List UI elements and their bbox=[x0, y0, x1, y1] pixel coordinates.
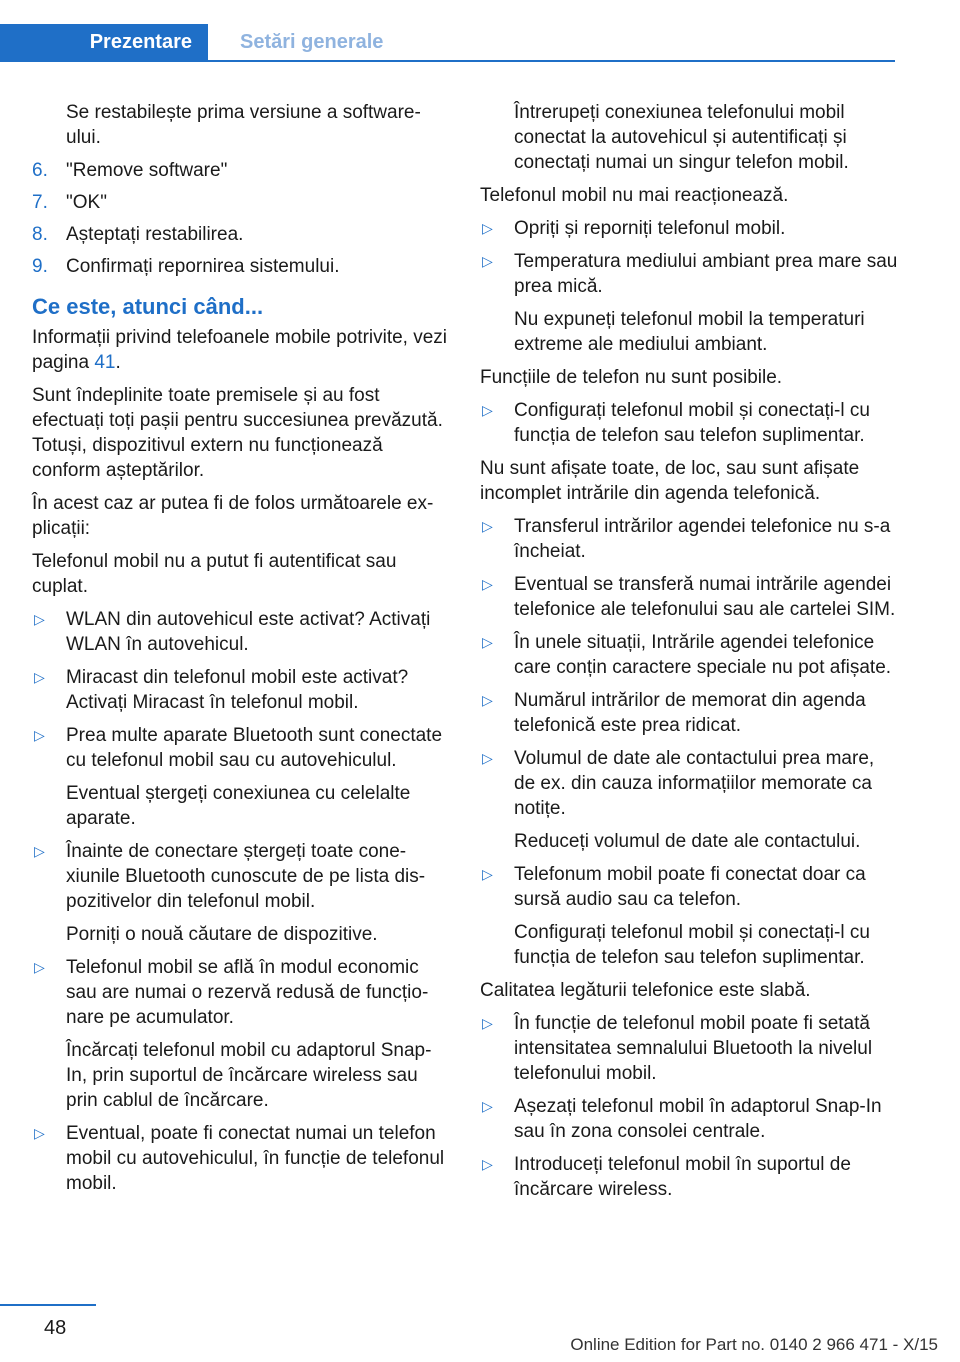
bullet-text: Prea multe aparate Bluetooth sunt conectate cu telefonul mobil sau cu autovehiculul. bbox=[66, 725, 443, 771]
page-number: 48 bbox=[44, 1317, 67, 1339]
bullet-text: Temperatura mediului ambiant prea mare sau prea mică. bbox=[514, 251, 898, 297]
bullets-phonebook bbox=[480, 514, 900, 970]
header-tabbar bbox=[0, 24, 895, 62]
bullet-item bbox=[32, 665, 452, 715]
triangle-bullet-icon: ▷ bbox=[34, 843, 45, 859]
triangle-bullet-icon: ▷ bbox=[482, 866, 493, 882]
triangle-bullet-icon: ▷ bbox=[482, 402, 493, 418]
bullet-item bbox=[480, 746, 900, 821]
restore-note: Se restabilește prima versiune a software-ului. bbox=[66, 102, 421, 148]
bullet-text: Așezați telefonul mobil în adaptorul Snap-In sau în zona consolei centrale. bbox=[514, 1096, 882, 1142]
triangle-bullet-icon: ▷ bbox=[34, 1125, 45, 1141]
bullet-item bbox=[32, 723, 452, 773]
header-rule bbox=[0, 60, 895, 62]
bullet-text: Opriți și reporniți telefonul mobil. bbox=[514, 218, 786, 239]
paragraph-auth-failed: Telefonul mobil nu a putut fi autentificat sau cuplat. bbox=[32, 551, 397, 597]
bullet-note: Eventual ștergeți conexiunea cu celelalte aparate. bbox=[66, 783, 411, 829]
step-text: Confirmați repornirea sistemului. bbox=[66, 256, 340, 277]
bullet-text: Volumul de date ale contactului prea mare, de ex. din cauza informațiilor memorate ca notițe. bbox=[514, 748, 875, 819]
bullet-item bbox=[480, 572, 900, 622]
step-number: 7. bbox=[32, 192, 48, 213]
bullet-item bbox=[480, 1152, 900, 1202]
step-number: 9. bbox=[32, 256, 48, 277]
paragraph-phonebook: Nu sunt afișate toate, de loc, sau sunt afișate incomplet intrările din agenda telefonică. bbox=[480, 458, 860, 504]
bullet-note: Porniți o nouă căutare de dispozitive. bbox=[66, 924, 378, 945]
triangle-bullet-icon: ▷ bbox=[482, 1015, 493, 1031]
bullet-text: Configurați telefonul mobil și conectați-l cu funcția de telefon sau telefon suplimentar. bbox=[514, 400, 870, 446]
bullet-item bbox=[32, 955, 452, 1030]
bullet-item bbox=[480, 630, 900, 680]
bullets-quality bbox=[480, 1011, 900, 1202]
bullet-item bbox=[480, 688, 900, 738]
bullet-item bbox=[480, 514, 900, 564]
steps-list bbox=[32, 158, 452, 279]
bullet-text: Eventual, poate fi conectat numai un telefon mobil cu autovehiculul, în funcție de telefonul mobil. bbox=[66, 1123, 445, 1194]
footer-rule bbox=[0, 1304, 96, 1306]
triangle-bullet-icon: ▷ bbox=[482, 750, 493, 766]
step-text: "Remove software" bbox=[66, 160, 228, 181]
bullet-item bbox=[32, 1121, 452, 1196]
triangle-bullet-icon: ▷ bbox=[482, 253, 493, 269]
edition-note: Online Edition for Part no. 0140 2 966 471 - X/15 bbox=[570, 1335, 938, 1354]
triangle-bullet-icon: ▷ bbox=[482, 1156, 493, 1172]
triangle-bullet-icon: ▷ bbox=[482, 692, 493, 708]
triangle-bullet-icon: ▷ bbox=[482, 1098, 493, 1114]
bullet-text: Telefonul mobil se află în modul economic sau are numai o rezervă redusă de funcționare pe acumulator. bbox=[66, 957, 429, 1028]
bullet-text: Eventual se transferă numai intrările agendei telefonice ale telefonului sau ale cartelei SIM. bbox=[514, 574, 896, 620]
left-column bbox=[32, 100, 452, 1204]
triangle-bullet-icon: ▷ bbox=[482, 576, 493, 592]
triangle-bullet-icon: ▷ bbox=[482, 220, 493, 236]
right-column bbox=[480, 100, 900, 1210]
bullet-item bbox=[480, 249, 900, 299]
page-link[interactable]: 41 bbox=[94, 352, 116, 373]
bullet-item bbox=[480, 862, 900, 912]
step-item bbox=[32, 158, 452, 183]
paragraph-functions: Funcțiile de telefon nu sunt posibile. bbox=[480, 367, 783, 388]
step-number: 8. bbox=[32, 224, 48, 245]
step-item bbox=[32, 254, 452, 279]
bullet-item bbox=[32, 839, 452, 914]
bullet-text: În funcție de telefonul mobil poate fi setată intensitatea semnalului Bluetooth la nivelul telefonului mobil. bbox=[514, 1013, 873, 1084]
triangle-bullet-icon: ▷ bbox=[34, 611, 45, 627]
tab-setari-generale[interactable]: Setări generale bbox=[240, 31, 384, 53]
paragraph-quality: Calitatea legăturii telefonice este slabă. bbox=[480, 980, 811, 1001]
bullet-note: Încărcați telefonul mobil cu adaptorul Snap-In, prin suportul de încărcare wireless sau prin cablul de încărcare. bbox=[66, 1040, 432, 1111]
bullet-item bbox=[480, 398, 900, 448]
bullets-functions bbox=[480, 398, 900, 448]
bullets-no-react bbox=[480, 216, 900, 357]
triangle-bullet-icon: ▷ bbox=[482, 518, 493, 534]
step-item bbox=[32, 222, 452, 247]
bullet-text: WLAN din autovehicul este activat? Activați WLAN în autovehicul. bbox=[66, 609, 431, 655]
bullet-text: Miracast din telefonul mobil este activat? Activați Miracast în telefonul mobil. bbox=[66, 667, 409, 713]
paragraph-no-react: Telefonul mobil nu mai reacționează. bbox=[480, 185, 789, 206]
step-text: "OK" bbox=[66, 192, 107, 213]
section-heading: Ce este, atunci când... bbox=[32, 294, 264, 319]
bullet-item bbox=[480, 1094, 900, 1144]
bullet-text: Telefonum mobil poate fi conectat doar ca sursă audio sau ca telefon. bbox=[514, 864, 866, 910]
continued-note: Întrerupeți conexiunea telefonului mobil conectat la autovehicul și autentificați și conectați numai un singur telefon mobil. bbox=[514, 102, 849, 173]
tab-prezentare[interactable]: Prezentare bbox=[0, 24, 208, 60]
bullet-note: Nu expuneți telefonul mobil la temperaturi extreme ale mediului ambiant. bbox=[514, 309, 865, 355]
info-text: Informații privind telefoanele mobile potrivite, vezi pagina bbox=[32, 327, 448, 373]
paragraph-explanations: În acest caz ar putea fi de folos următoarele explicații: bbox=[32, 493, 434, 539]
step-item bbox=[32, 190, 452, 215]
bullets-auth bbox=[32, 607, 452, 1196]
bullet-item bbox=[480, 1011, 900, 1086]
bullet-item bbox=[480, 216, 900, 241]
bullet-text: Transferul intrărilor agendei telefonice nu s-a încheiat. bbox=[514, 516, 891, 562]
bullet-text: Introduceți telefonul mobil în suportul de încărcare wireless. bbox=[514, 1154, 851, 1200]
triangle-bullet-icon: ▷ bbox=[34, 727, 45, 743]
info-end: . bbox=[115, 352, 121, 373]
bullet-note: Reduceți volumul de date ale contactului. bbox=[514, 831, 861, 852]
bullet-text: Înainte de conectare ștergeți toate conexiunile Bluetooth cunoscute de pe lista dispozitivelor din telefonul mobil. bbox=[66, 841, 426, 912]
triangle-bullet-icon: ▷ bbox=[34, 959, 45, 975]
bullet-text: În unele situații, Intrările agendei telefonice care conțin caractere speciale nu pot afișate. bbox=[514, 632, 892, 678]
step-text: Așteptați restabilirea. bbox=[66, 224, 244, 245]
bullet-text: Numărul intrărilor de memorat din agenda telefonică este prea ridicat. bbox=[514, 690, 866, 736]
info-paragraph bbox=[32, 325, 452, 375]
bullet-note: Configurați telefonul mobil și conectați-l cu funcția de telefon sau telefon suplimentar. bbox=[514, 922, 870, 968]
step-number: 6. bbox=[32, 160, 48, 181]
triangle-bullet-icon: ▷ bbox=[34, 669, 45, 685]
paragraph-premises: Sunt îndeplinite toate premisele și au fost efectuați toți pașii pentru succesiunea prevăzută. Totuși, dispozitivul extern nu funcționează conform așteptărilor. bbox=[32, 385, 443, 481]
triangle-bullet-icon: ▷ bbox=[482, 634, 493, 650]
bullet-item bbox=[32, 607, 452, 657]
